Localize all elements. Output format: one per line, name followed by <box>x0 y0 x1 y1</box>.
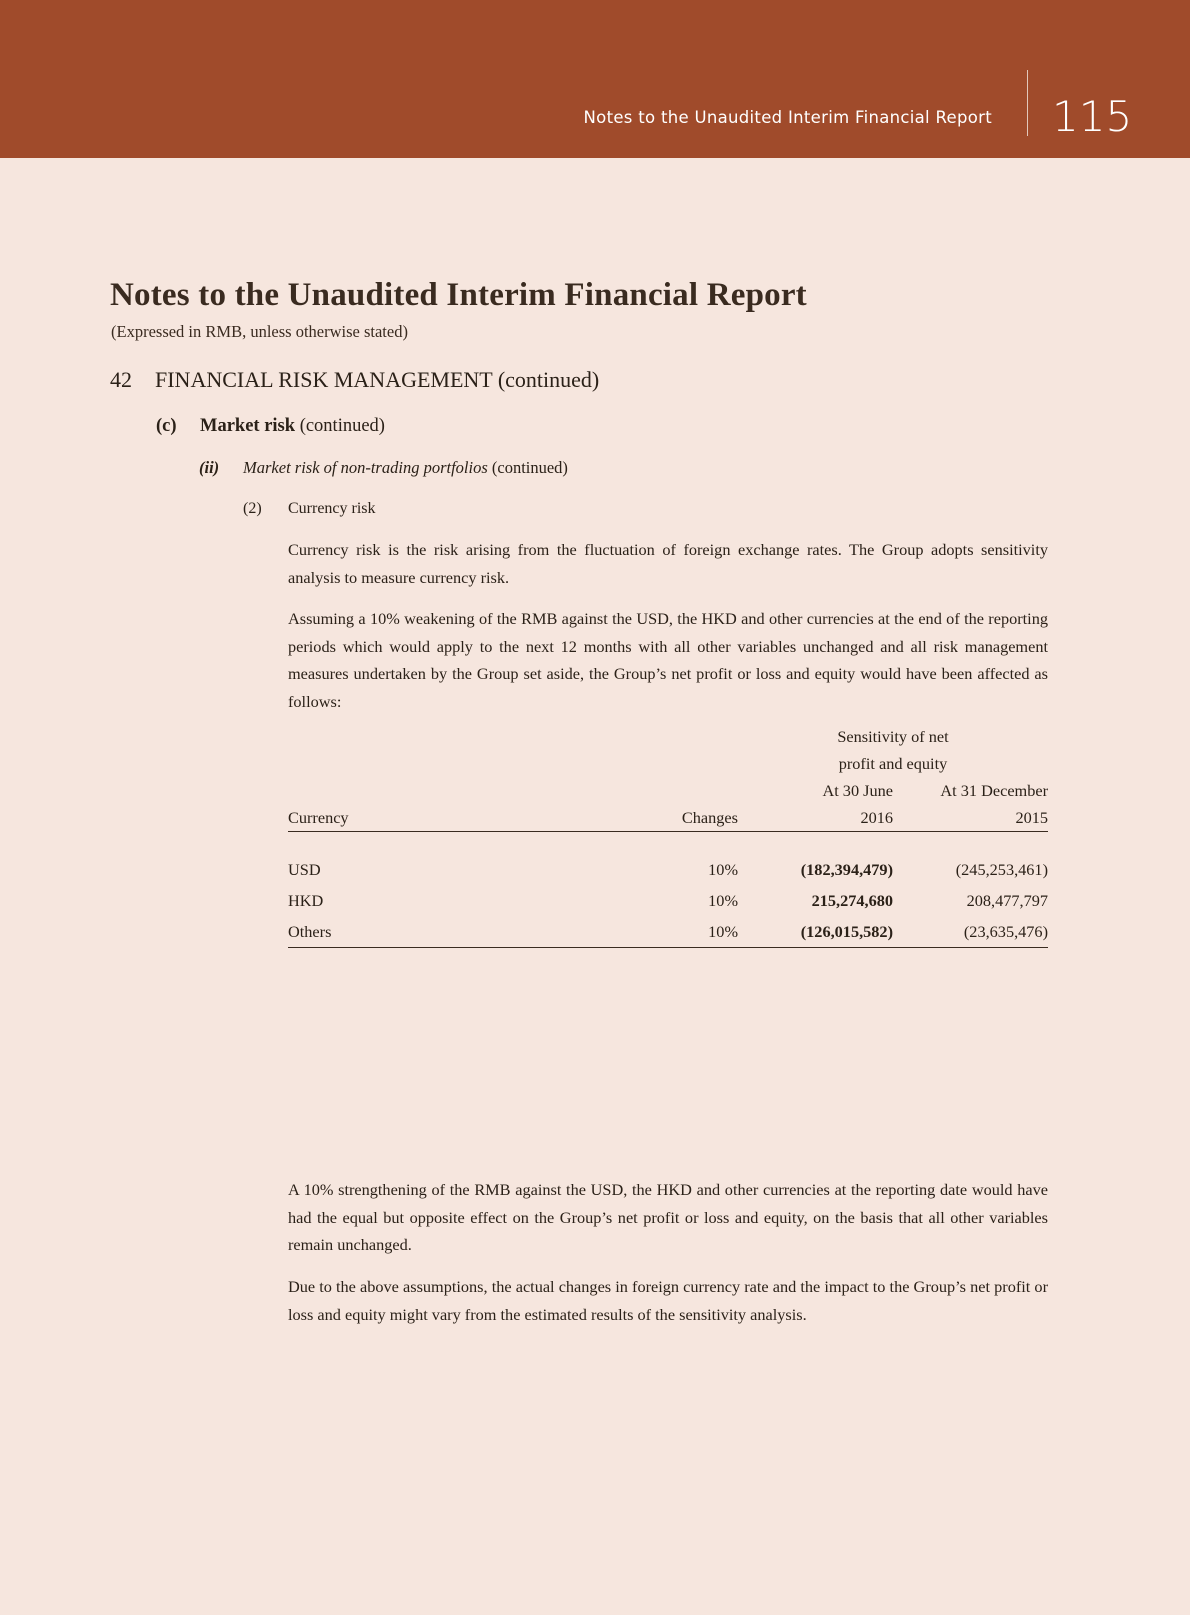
cell-value-2016: 215,274,680 <box>811 891 893 910</box>
header-divider <box>1027 70 1028 136</box>
cell-value-2016: (182,394,479) <box>800 860 893 879</box>
subsection-ii-label: (ii) <box>199 458 220 477</box>
subsection-c-suffix: (continued) <box>295 416 385 436</box>
empty-cell <box>288 750 588 777</box>
sensitivity-table <box>288 723 1048 948</box>
cell-value-2015: 208,477,797 <box>966 891 1048 910</box>
empty-cell <box>588 723 738 750</box>
page-title: Notes to the Unaudited Interim Financial Report <box>110 277 807 313</box>
table-bottom-rule <box>288 948 1048 949</box>
paragraph-assumption: Assuming a 10% weakening of the RMB against the USD, the HKD and other currencies at the end of the reporting periods which would apply to the next 12 months with all other variables unchanged and all risk management measures undertaken by the Group set aside, the Group’s net profit or loss and equity would have been affected as follows: <box>288 609 1048 711</box>
table-column-header-row <box>288 804 1048 831</box>
empty-cell <box>588 750 738 777</box>
subsection-c-label: (c) <box>156 416 177 436</box>
item-2-title: Currency risk <box>288 500 376 517</box>
page-header-band <box>0 0 1190 158</box>
sensitivity-table-container <box>288 723 1048 948</box>
column-header-period-2: At 31 December <box>940 781 1048 800</box>
cell-value-2016: (126,015,582) <box>800 922 893 941</box>
spacer-cell <box>288 832 1048 855</box>
cell-currency: HKD <box>288 891 324 910</box>
empty-cell <box>588 777 738 804</box>
table-spacer <box>288 832 1048 855</box>
table-group-header-row-1 <box>288 723 1048 750</box>
column-header-2016: 2016 <box>860 808 893 827</box>
item-2-label: (2) <box>243 500 262 517</box>
cell-currency: USD <box>288 860 321 879</box>
group-header-line-2: profit and equity <box>838 754 948 773</box>
cell-changes: 10% <box>708 922 738 941</box>
table-row <box>288 854 1048 885</box>
column-header-currency: Currency <box>288 808 349 827</box>
page-number: 115 <box>1052 92 1133 141</box>
empty-cell <box>288 777 588 804</box>
table-period-header-row <box>288 777 1048 804</box>
section-number: 42 <box>110 367 132 392</box>
rule-line <box>288 948 1048 949</box>
subsection-c-heading <box>200 416 385 437</box>
cell-changes: 10% <box>708 860 738 879</box>
cell-value-2015: (23,635,476) <box>963 922 1048 941</box>
column-header-2015: 2015 <box>1015 808 1048 827</box>
subsection-ii-suffix: (continued) <box>487 458 568 477</box>
table-row <box>288 885 1048 916</box>
section-title: FINANCIAL RISK MANAGEMENT (continued) <box>155 367 600 392</box>
page-subtitle: (Expressed in RMB, unless otherwise stated) <box>111 322 408 341</box>
subsection-ii-heading <box>243 458 568 478</box>
table-group-header-row-2 <box>288 750 1048 777</box>
running-header-title: Notes to the Unaudited Interim Financial Report <box>583 107 992 127</box>
table-row <box>288 916 1048 948</box>
column-header-changes: Changes <box>681 808 738 827</box>
paragraph-strengthening: A 10% strengthening of the RMB against the USD, the HKD and other currencies at the reporting date would have had the equal but opposite effect on the Group’s net profit or loss and equity, on the basis that all other variables remain unchanged. <box>288 1180 1048 1254</box>
group-header-line-1: Sensitivity of net <box>837 727 949 746</box>
cell-changes: 10% <box>708 891 738 910</box>
page-header-content <box>583 92 1133 141</box>
column-header-period-1: At 30 June <box>822 781 893 800</box>
cell-currency: Others <box>288 922 332 941</box>
subsection-c-title: Market risk <box>200 416 296 436</box>
paragraph-currency-risk-definition: Currency risk is the risk arising from the fluctuation of foreign exchange rates. The Group adopts sensitivity analysis to measure currency risk. <box>288 540 1048 587</box>
subsection-ii-title: Market risk of non-trading portfolios <box>243 458 488 477</box>
paragraph-assumptions-note: Due to the above assumptions, the actual changes in foreign currency rate and the impact to the Group’s net profit or loss and equity might vary from the estimated results of the sensitivity analysis. <box>288 1277 1048 1324</box>
empty-cell <box>288 723 588 750</box>
cell-value-2015: (245,253,461) <box>955 860 1048 879</box>
